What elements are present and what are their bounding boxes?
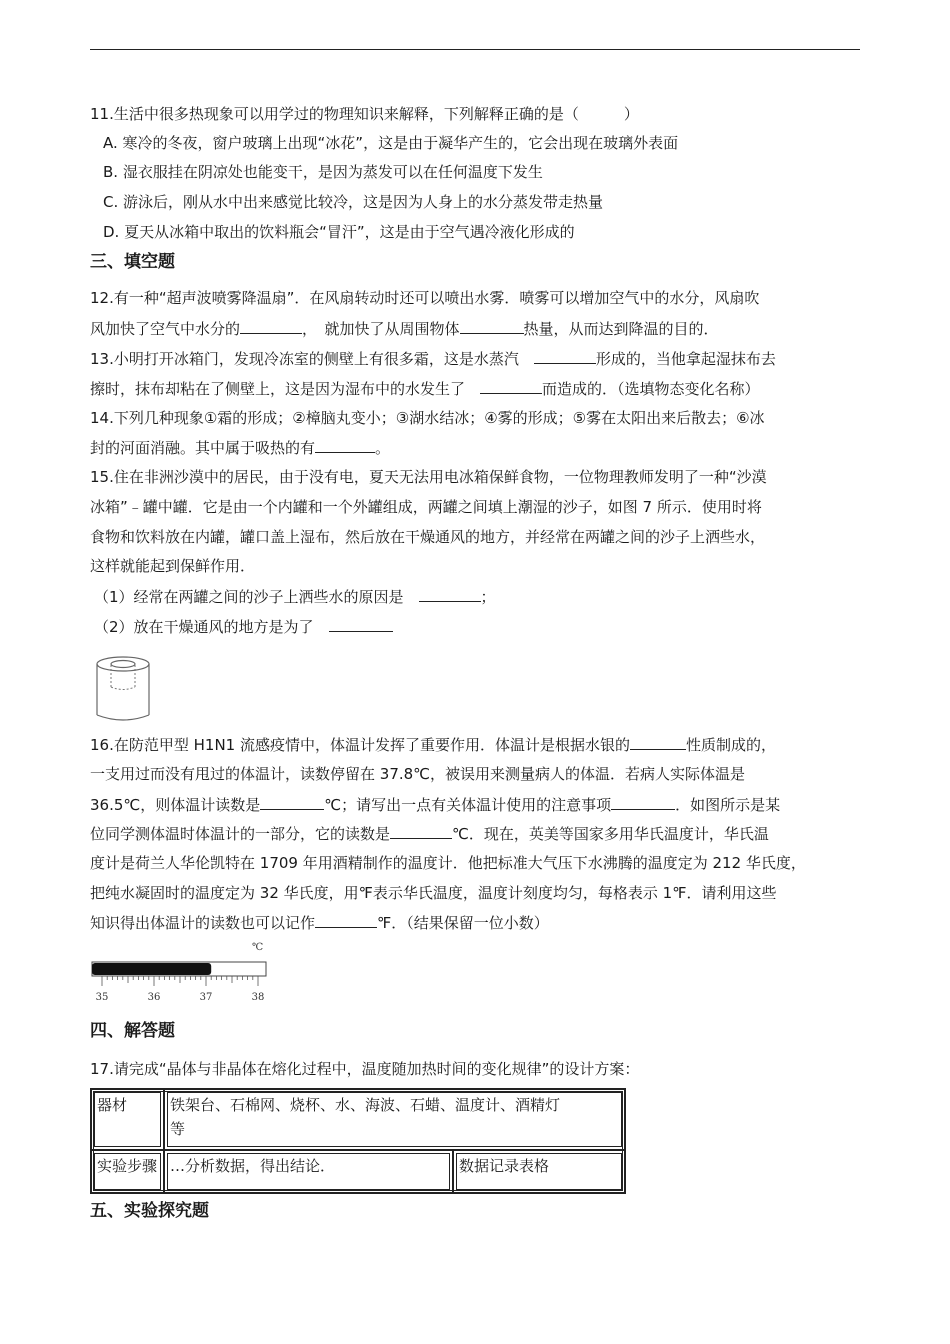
q11-stem: 11.生活中很多热现象可以用学过的物理知识来解释，下列解释正确的是（ ） bbox=[90, 105, 639, 123]
section-experiment: 五、实验探究题 bbox=[90, 1201, 209, 1221]
q15-line2: 冰箱”﹣罐中罐．它是由一个内罐和一个外罐组成，两罐之间填上潮湿的沙子，如图 7 所示．使用时将 bbox=[90, 498, 762, 516]
answer-blank[interactable] bbox=[315, 912, 377, 928]
q16-line3 bbox=[90, 794, 780, 815]
q16-line5: 度计是荷兰人华伦凯特在 1709 年用酒精制作的温度计．他把标准大气压下水沸腾的温度定为 212 华氏度， bbox=[90, 854, 806, 872]
q13-text-a: 13.小明打开冰箱门，发现冷冻室的侧壁上有很多霜，这是水蒸汽 bbox=[90, 350, 534, 368]
answer-blank[interactable] bbox=[630, 734, 686, 750]
q12-line2 bbox=[90, 318, 719, 339]
q16-text-b: 性质制成的， bbox=[685, 736, 776, 754]
q15-sub2 bbox=[94, 616, 393, 637]
answer-blank[interactable] bbox=[260, 794, 324, 810]
sand-jar-figure bbox=[92, 655, 154, 723]
q15-sub1-text: （1）经常在两罐之间的沙子上洒些水的原因是 bbox=[94, 588, 419, 606]
q16-line4 bbox=[90, 823, 769, 844]
q15-sub1-end: ； bbox=[480, 588, 496, 606]
q16-line6: 把纯水凝固时的温度定为 32 华氏度，用℉表示华氏温度，温度计刻度均匀，每格表示 1℉．请利用这些 bbox=[90, 884, 777, 902]
thermometer-tick-label: 37 bbox=[199, 992, 213, 1003]
thermometer-unit: ℃ bbox=[252, 942, 264, 953]
table-cell-equipment bbox=[164, 1089, 625, 1150]
q14-line1: 14.下列几种现象①霜的形成；②樟脑丸变小；③湖水结冰；④雾的形成；⑤雾在太阳出来后散去；⑥冰 bbox=[90, 409, 765, 427]
answer-blank[interactable] bbox=[390, 823, 452, 839]
q16-line7 bbox=[90, 912, 549, 933]
table-cell-text: …分析数据，得出结论． bbox=[170, 1157, 336, 1175]
q13-line1 bbox=[90, 348, 776, 369]
thermometer-tick-label: 38 bbox=[251, 992, 265, 1003]
thermometer-figure bbox=[88, 938, 270, 1004]
answer-blank[interactable] bbox=[240, 318, 302, 334]
q12-line1: 12.有一种“超声波喷雾降温扇”．在风扇转动时还可以喷出水雾．喷雾可以增加空气中的水分，风扇吹 bbox=[90, 289, 760, 307]
table-cell-equipment-label bbox=[91, 1089, 164, 1150]
header-rule bbox=[90, 49, 860, 50]
q15-sub2-text: （2）放在干燥通风的地方是为了 bbox=[94, 618, 329, 636]
q16-text-h: 知识得出体温计的读数也可以记作 bbox=[90, 914, 316, 932]
q14-line2 bbox=[90, 437, 390, 458]
thermometer-tick-label: 36 bbox=[147, 992, 161, 1003]
q16-line2: 一支用过而没有甩过的体温计，读数停留在 37.8℃，被误用来测量病人的体温．若病人实际体温是 bbox=[90, 765, 746, 783]
q12-text-b: ， 就加快了从周围物体 bbox=[302, 320, 460, 338]
table-cell-steps bbox=[164, 1150, 453, 1193]
q17-stem: 17.请完成“晶体与非晶体在熔化过程中，温度随加热时间的变化规律”的设计方案： bbox=[90, 1060, 640, 1078]
answer-blank[interactable] bbox=[460, 318, 524, 334]
answer-blank[interactable] bbox=[315, 437, 375, 453]
mercury-column bbox=[92, 963, 211, 975]
q15-line1: 15.住在非洲沙漠中的居民，由于没有电，夏天无法用电冰箱保鲜食物，一位物理教师发明了一种“沙漠 bbox=[90, 468, 767, 486]
q14-text-b: 。 bbox=[375, 439, 391, 457]
q16-text-e: ．如图所示是某 bbox=[675, 796, 781, 814]
q15-line4: 这样就能起到保鲜作用． bbox=[90, 557, 256, 575]
q16-text-g: ℃．现在，英美等国家多用华氏温度计，华氏温 bbox=[452, 825, 769, 843]
thermometer-tick-label: 35 bbox=[95, 992, 109, 1003]
q11-option-d: D. 夏天从冰箱中取出的饮料瓶会“冒汗”，这是由于空气遇冷液化形成的 bbox=[103, 223, 575, 241]
q16-text-i: ℉．（结果保留一位小数） bbox=[377, 914, 549, 932]
q15-sub1 bbox=[94, 586, 496, 607]
equipment-list-line2: 等 bbox=[170, 1120, 186, 1138]
q16-text-d: ℃；请写出一点有关体温计使用的注意事项 bbox=[324, 796, 612, 814]
table-cell-text: 实验步骤 bbox=[97, 1157, 158, 1175]
answer-blank[interactable] bbox=[534, 348, 596, 364]
q11-option-c: C. 游泳后，刚从水中出来感觉比较冷，这是因为人身上的水分蒸发带走热量 bbox=[103, 193, 604, 211]
q13-text-b: 形成的，当他拿起湿抹布去 bbox=[595, 350, 776, 368]
table-cell-steps-label bbox=[91, 1150, 164, 1193]
q13-text-d: 而造成的．（选填物态变化名称） bbox=[542, 380, 760, 398]
q15-line3: 食物和饮料放在内罐，罐口盖上湿布，然后放在干燥通风的地方，并经常在两罐之间的沙子上洒些水， bbox=[90, 528, 766, 546]
q12-text-c: 热量，从而达到降温的目的． bbox=[523, 320, 719, 338]
answer-blank[interactable] bbox=[419, 586, 481, 602]
answer-blank[interactable] bbox=[480, 378, 542, 394]
table-cell-record-table bbox=[453, 1150, 625, 1193]
q11-option-b: B. 湿衣服挂在阴凉处也能变干，是因为蒸发可以在任何温度下发生 bbox=[103, 163, 543, 181]
q16-line1 bbox=[90, 734, 776, 755]
answer-blank[interactable] bbox=[611, 794, 675, 810]
q16-text-c: 36.5℃，则体温计读数是 bbox=[90, 796, 261, 814]
q12-text-a: 风加快了空气中水分的 bbox=[90, 320, 241, 338]
q13-line2 bbox=[90, 378, 760, 399]
q11-option-a: A. 寒冷的冬夜，窗户玻璃上出现“冰花”，这是由于凝华产生的，它会出现在玻璃外表面 bbox=[103, 134, 679, 152]
q16-text-a: 16.在防范甲型 H1N1 流感疫情中，体温计发挥了重要作用．体温计是根据水银的 bbox=[90, 736, 630, 754]
table-cell-text: 数据记录表格 bbox=[459, 1157, 550, 1175]
equipment-list-line1: 铁架台、石棉网、烧杯、水、海波、石蜡、温度计、酒精灯 bbox=[170, 1096, 561, 1114]
table-cell-text: 器材 bbox=[97, 1096, 128, 1114]
q13-text-c: 擦时，抹布却粘在了侧壁上，这是因为湿布中的水发生了 bbox=[90, 380, 481, 398]
q14-text-a: 封的河面消融。其中属于吸热的有 bbox=[90, 439, 316, 457]
section-fill-in: 三、填空题 bbox=[90, 252, 175, 272]
q16-text-f: 位同学测体温时体温计的一部分，它的读数是 bbox=[90, 825, 391, 843]
answer-blank[interactable] bbox=[329, 616, 393, 632]
design-table bbox=[90, 1088, 626, 1194]
section-answer: 四、解答题 bbox=[90, 1021, 175, 1041]
